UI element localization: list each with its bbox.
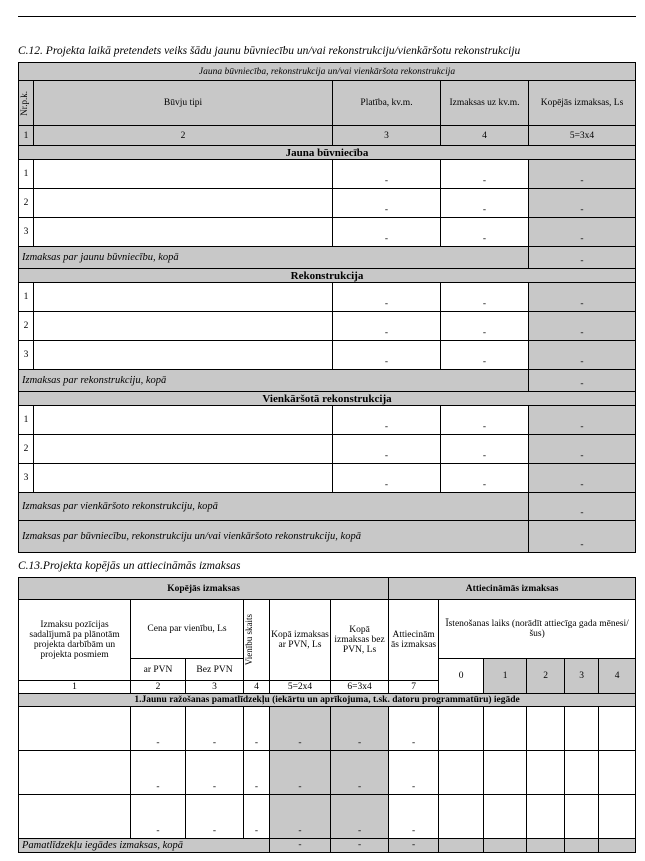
- item-cell[interactable]: [19, 707, 131, 751]
- cost-per-cell[interactable]: -: [441, 406, 529, 435]
- building-type-cell[interactable]: [34, 160, 333, 189]
- cost-per-cell[interactable]: -: [441, 341, 529, 370]
- c12-colnum: 5=3x4: [529, 126, 636, 146]
- total-cell: -: [529, 218, 636, 247]
- section-recon-title: Rekonstrukcija: [19, 269, 636, 283]
- period-total-cell: [439, 839, 484, 853]
- price-with-vat-cell[interactable]: -: [131, 795, 186, 839]
- item-cell[interactable]: [19, 751, 131, 795]
- c12-header-cost-per: Izmaksas uz kv.m.: [441, 81, 529, 126]
- price-with-vat-cell[interactable]: -: [131, 751, 186, 795]
- period-cell[interactable]: [599, 795, 636, 839]
- row-number: 1: [19, 283, 34, 312]
- period-total-cell: [484, 839, 527, 853]
- c13-colnum: 7: [389, 681, 439, 694]
- c12-colnum: 2: [34, 126, 333, 146]
- c12-header-total: Kopējās izmaksas, Ls: [529, 81, 636, 126]
- section-new-title: Jauna būvniecība: [19, 146, 636, 160]
- building-type-cell[interactable]: [34, 435, 333, 464]
- table-row: [19, 341, 636, 370]
- period-cell[interactable]: [484, 751, 527, 795]
- period-cell[interactable]: [484, 707, 527, 751]
- c12-caption: Jauna būvniecība, rekonstrukcija un/vai vienkāršota rekonstrukcija: [19, 63, 636, 81]
- cost-per-cell[interactable]: -: [441, 464, 529, 493]
- total-cell: -: [529, 312, 636, 341]
- cost-per-cell[interactable]: -: [441, 312, 529, 341]
- row-number: 3: [19, 464, 34, 493]
- section-new-total-value: -: [529, 247, 636, 269]
- total-cell: -: [529, 189, 636, 218]
- total-with-vat-cell: -: [270, 751, 331, 795]
- table-row: [19, 707, 636, 751]
- total-cell: -: [529, 283, 636, 312]
- c13-total-eligible: -: [389, 839, 439, 853]
- c13-total-label: Pamatlīdzekļu iegādes izmaksas, kopā: [19, 839, 270, 853]
- price-with-vat-cell[interactable]: -: [131, 707, 186, 751]
- c13-colnum: 5=2x4: [270, 681, 331, 694]
- price-without-vat-cell[interactable]: -: [186, 751, 244, 795]
- period-cell[interactable]: [439, 795, 484, 839]
- c13-total-without-vat-header: Kopā izmaksas bez PVN, Ls: [331, 600, 389, 681]
- unit-count-cell[interactable]: -: [244, 795, 270, 839]
- c13-colnum: 2: [131, 681, 186, 694]
- row-number: 2: [19, 312, 34, 341]
- area-cell[interactable]: -: [333, 283, 441, 312]
- section-simple-total-label: Izmaksas par vienkāršoto rekonstrukciju, kopā: [19, 493, 529, 521]
- c13-item-header: Izmaksu pozīcijas sadalījumā pa plānotām projekta darbībām un projekta posmiem: [19, 600, 131, 681]
- period-cell[interactable]: [599, 751, 636, 795]
- row-number: 2: [19, 435, 34, 464]
- c12-header-nr: Nr.p.k.: [19, 81, 34, 126]
- total-without-vat-cell: -: [331, 707, 389, 751]
- table-row: [19, 312, 636, 341]
- area-cell[interactable]: -: [333, 406, 441, 435]
- area-cell[interactable]: -: [333, 312, 441, 341]
- period-1: 1: [484, 659, 527, 694]
- period-total-cell: [599, 839, 636, 853]
- eligible-cell[interactable]: -: [389, 707, 439, 751]
- price-without-vat-cell[interactable]: -: [186, 707, 244, 751]
- eligible-cell[interactable]: -: [389, 751, 439, 795]
- row-number: 3: [19, 218, 34, 247]
- section-simple-total-value: -: [529, 493, 636, 521]
- table-row: [19, 795, 636, 839]
- table-row: [19, 751, 636, 795]
- c13-colnum: 4: [244, 681, 270, 694]
- eligible-cell[interactable]: -: [389, 795, 439, 839]
- c13-without-vat-header: Bez PVN: [186, 659, 244, 681]
- row-number: 1: [19, 160, 34, 189]
- row-number: 3: [19, 341, 34, 370]
- grand-total-value: -: [529, 521, 636, 553]
- area-cell[interactable]: -: [333, 189, 441, 218]
- area-cell[interactable]: -: [333, 218, 441, 247]
- c13-eligible-costs-header: Attiecināmās izmaksas: [389, 578, 636, 600]
- total-cell: -: [529, 160, 636, 189]
- section-recon-total-label: Izmaksas par rekonstrukciju, kopā: [19, 370, 529, 392]
- c13-eligible-header: Attiecinām ās izmaksas: [389, 600, 439, 681]
- c13-total-costs-header: Kopējās izmaksas: [19, 578, 389, 600]
- top-rule: [18, 16, 636, 17]
- period-cell[interactable]: [484, 795, 527, 839]
- grand-total-label: Izmaksas par būvniecību, rekonstrukciju un/vai vienkāršoto rekonstrukciju, kopā: [19, 521, 529, 553]
- total-without-vat-cell: -: [331, 751, 389, 795]
- period-3: 3: [565, 659, 599, 694]
- table-row: [19, 435, 636, 464]
- period-cell[interactable]: [439, 707, 484, 751]
- total-cell: -: [529, 435, 636, 464]
- period-cell[interactable]: [527, 707, 565, 751]
- total-without-vat-cell: -: [331, 795, 389, 839]
- row-number: 2: [19, 189, 34, 218]
- price-without-vat-cell[interactable]: -: [186, 795, 244, 839]
- c13-total-with-vat: -: [270, 839, 331, 853]
- period-cell[interactable]: [565, 795, 599, 839]
- c13-with-vat-header: ar PVN: [131, 659, 186, 681]
- total-with-vat-cell: -: [270, 707, 331, 751]
- c13-colnum: 6=3x4: [331, 681, 389, 694]
- c12-colnum: 1: [19, 126, 34, 146]
- building-type-cell[interactable]: [34, 312, 333, 341]
- period-4: 4: [599, 659, 636, 694]
- item-cell[interactable]: [19, 795, 131, 839]
- cost-per-cell[interactable]: -: [441, 189, 529, 218]
- period-cell[interactable]: [599, 707, 636, 751]
- area-cell[interactable]: -: [333, 435, 441, 464]
- c12-header-area: Platība, kv.m.: [333, 81, 441, 126]
- period-cell[interactable]: [527, 795, 565, 839]
- total-cell: -: [529, 464, 636, 493]
- period-total-cell: [565, 839, 599, 853]
- building-type-cell[interactable]: [34, 406, 333, 435]
- cost-per-cell[interactable]: -: [441, 218, 529, 247]
- c12-colnum: 4: [441, 126, 529, 146]
- table-row: [19, 218, 636, 247]
- period-0: 0: [439, 659, 484, 694]
- area-cell[interactable]: -: [333, 464, 441, 493]
- table-row: [19, 189, 636, 218]
- c13-schedule-header: Īstenošanas laiks (norādīt attiecīga gada mēnesi/šus): [439, 600, 636, 659]
- total-cell: -: [529, 341, 636, 370]
- building-type-cell[interactable]: [34, 189, 333, 218]
- c13-unit-price-header: Cena par vienību, Ls: [131, 600, 244, 659]
- section-c13-title: C.13.Projekta kopējās un attiecināmās izmaksas: [18, 560, 241, 572]
- c12-colnum: 3: [333, 126, 441, 146]
- c13-total-without-vat: -: [331, 839, 389, 853]
- building-type-cell[interactable]: [34, 218, 333, 247]
- row-number: 1: [19, 406, 34, 435]
- building-type-cell[interactable]: [34, 341, 333, 370]
- cost-per-cell[interactable]: -: [441, 435, 529, 464]
- c12-header-types: Būvju tipi: [34, 81, 333, 126]
- c13-table: [18, 577, 636, 853]
- unit-count-cell[interactable]: -: [244, 751, 270, 795]
- section-new-total-label: Izmaksas par jaunu būvniecību, kopā: [19, 247, 529, 269]
- period-cell[interactable]: [527, 751, 565, 795]
- total-cell: -: [529, 406, 636, 435]
- unit-count-cell[interactable]: -: [244, 707, 270, 751]
- c13-colnum: 1: [19, 681, 131, 694]
- table-row: [19, 464, 636, 493]
- cost-per-cell[interactable]: -: [441, 160, 529, 189]
- c13-unit-count-header: Vienību skaits: [244, 600, 270, 681]
- area-cell[interactable]: -: [333, 341, 441, 370]
- c12-table: [18, 62, 636, 553]
- total-with-vat-cell: -: [270, 795, 331, 839]
- table-row: [19, 283, 636, 312]
- period-total-cell: [527, 839, 565, 853]
- cost-per-cell[interactable]: -: [441, 283, 529, 312]
- period-2: 2: [527, 659, 565, 694]
- section-c12-title: C.12. Projekta laikā pretendets veiks šādu jaunu būvniecību un/vai rekonstrukciju/vienkāršotu rekonstrukciju: [18, 45, 521, 57]
- c13-total-with-vat-header: Kopā izmaksas ar PVN, Ls: [270, 600, 331, 681]
- c13-colnum: 3: [186, 681, 244, 694]
- period-cell[interactable]: [439, 751, 484, 795]
- area-cell[interactable]: -: [333, 160, 441, 189]
- period-cell[interactable]: [565, 751, 599, 795]
- section-recon-total-value: -: [529, 370, 636, 392]
- c13-section1-title: 1.Jaunu ražošanas pamatlīdzekļu (iekārtu un aprīkojuma, t.sk. datoru programmatūru) iegāde: [19, 694, 636, 707]
- period-cell[interactable]: [565, 707, 599, 751]
- section-simple-title: Vienkāršotā rekonstrukcija: [19, 392, 636, 406]
- table-row: [19, 160, 636, 189]
- table-row: [19, 406, 636, 435]
- building-type-cell[interactable]: [34, 283, 333, 312]
- building-type-cell[interactable]: [34, 464, 333, 493]
